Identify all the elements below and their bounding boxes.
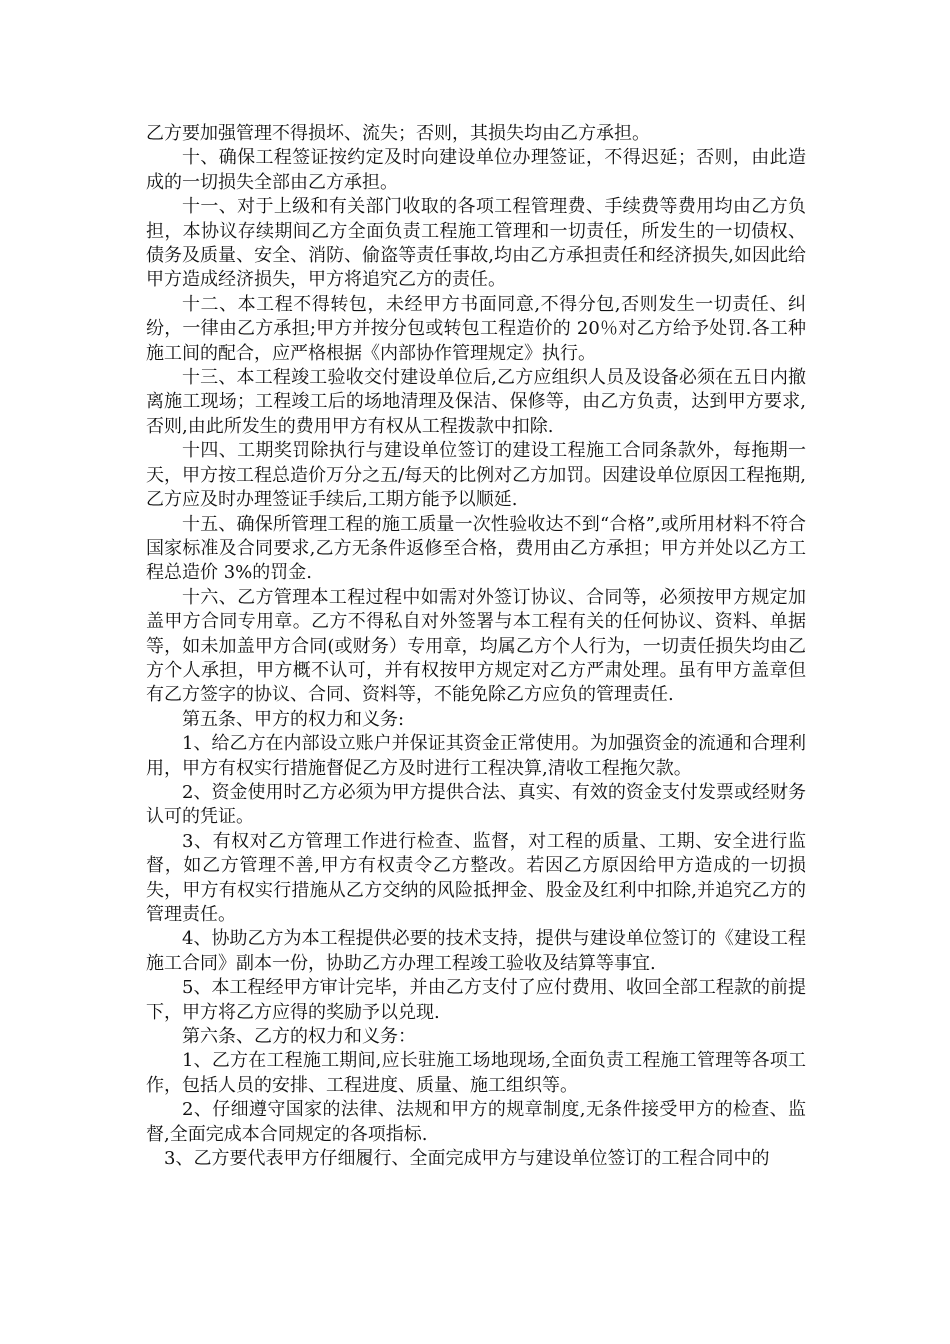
paragraph-clause-13: 十三、本工程竣工验收交付建设单位后,乙方应组织人员及设备必须在五日内撤离施工现场；工程竣工后的场地清理及保洁、保修等，由乙方负责，达到甲方要求,否则,由此所发生的费用甲方有权从工程拨款中扣除. [146, 367, 806, 437]
paragraph-article-5-item-1: 1、给乙方在内部设立账户并保证其资金正常使用。为加强资金的流通和合理利用，甲方有权实行措施督促乙方及时进行工程决算,清收工程拖欠款。 [146, 733, 806, 779]
paragraph-clause-15: 十五、确保所管理工程的施工质量一次性验收达不到“合格”,或所用材料不符合国家标准及合同要求,乙方无条件返修至合格，费用由乙方承担；甲方并处以乙方工程总造价 3%的罚金. [146, 513, 806, 584]
paragraph-clause-10: 十、确保工程签证按约定及时向建设单位办理签证，不得迟延；否则，由此造成的一切损失全部由乙方承担。 [146, 147, 806, 193]
section-heading-article-5: 第五条、甲方的权力和义务: [182, 708, 405, 730]
document-body [146, 122, 806, 1171]
paragraph-article-5-item-5: 5、本工程经甲方审计完毕，并由乙方支付了应付费用、收回全部工程款的前提下，甲方将乙方应得的奖励予以兑现. [146, 977, 806, 1023]
paragraph-clause-11: 十一、对于上级和有关部门收取的各项工程管理费、手续费等费用均由乙方负担，本协议存续期间乙方全面负责工程施工管理和一切责任，所发生的一切债权、债务及质量、安全、消防、偷盗等责任事故,均由乙方承担责任和经济损失,如因此给甲方造成经济损失，甲方将追究乙方的责任。 [146, 196, 806, 291]
paragraph-clause-12: 十二、本工程不得转包，未经甲方书面同意,不得分包,否则发生一切责任、纠纷，一律由乙方承担;甲方并按分包或转包工程造价的 20％对乙方给予处罚.各工种施工间的配合，应严格根据《内部协作管理规定》执行。 [146, 293, 806, 364]
section-heading-article-6: 第六条、乙方的权力和义务： [182, 1026, 416, 1048]
paragraph-article-5-item-2: 2、资金使用时乙方必须为甲方提供合法、真实、有效的资金支付发票或经财务认可的凭证。 [146, 781, 806, 828]
paragraph-clause-16: 十六、乙方管理本工程过程中如需对外签订协议、合同等，必须按甲方规定加盖甲方合同专用章。乙方不得私自对外签署与本工程有关的任何协议、资料、单据等，如未加盖甲方合同(或财务）专用章，均属乙方个人行为，一切责任损失均由乙方个人承担，甲方概不认可，并有权按甲方规定对乙方严肃处理。虽有甲方盖章但有乙方签字的协议、合同、资料等，不能免除乙方应负的管理责任. [146, 586, 806, 706]
paragraph-article-6-item-2: 2、仔细遵守国家的法律、法规和甲方的规章制度,无条件接受甲方的检查、监督,全面完成本合同规定的各项指标. [146, 1099, 806, 1145]
paragraph-damage-loss: 乙方要加强管理不得损坏、流失；否则，其损失均由乙方承担。 [146, 123, 650, 144]
paragraph-article-5-item-3: 3、有权对乙方管理工作进行检查、监督，对工程的质量、工期、安全进行监督，如乙方管理不善,甲方有权责令乙方整改。若因乙方原因给甲方造成的一切损失，甲方有权实行措施从乙方交纳的风险抵押金、股金及红利中扣除,并追究乙方的管理责任。 [146, 830, 806, 925]
paragraph-article-5-item-4: 4、协助乙方为本工程提供必要的技术支持，提供与建设单位签订的《建设工程施工合同》副本一份，协助乙方办理工程竣工验收及结算等事宜. [146, 928, 806, 974]
paragraph-article-6-item-1: 1、乙方在工程施工期间,应长驻施工场地现场,全面负责工程施工管理等各项工作，包括人员的安排、工程进度、质量、施工组织等。 [146, 1050, 806, 1096]
paragraph-clause-14: 十四、工期奖罚除执行与建设单位签订的建设工程施工合同条款外，每拖期一天，甲方按工程总造价万分之五/每天的比例对乙方加罚。因建设单位原因工程拖期,乙方应及时办理签证手续后,工期方能予以顺延. [146, 440, 806, 511]
paragraph-article-6-item-3: 3、乙方要代表甲方仔细履行、全面完成甲方与建设单位签订的工程合同中的 [164, 1148, 770, 1170]
